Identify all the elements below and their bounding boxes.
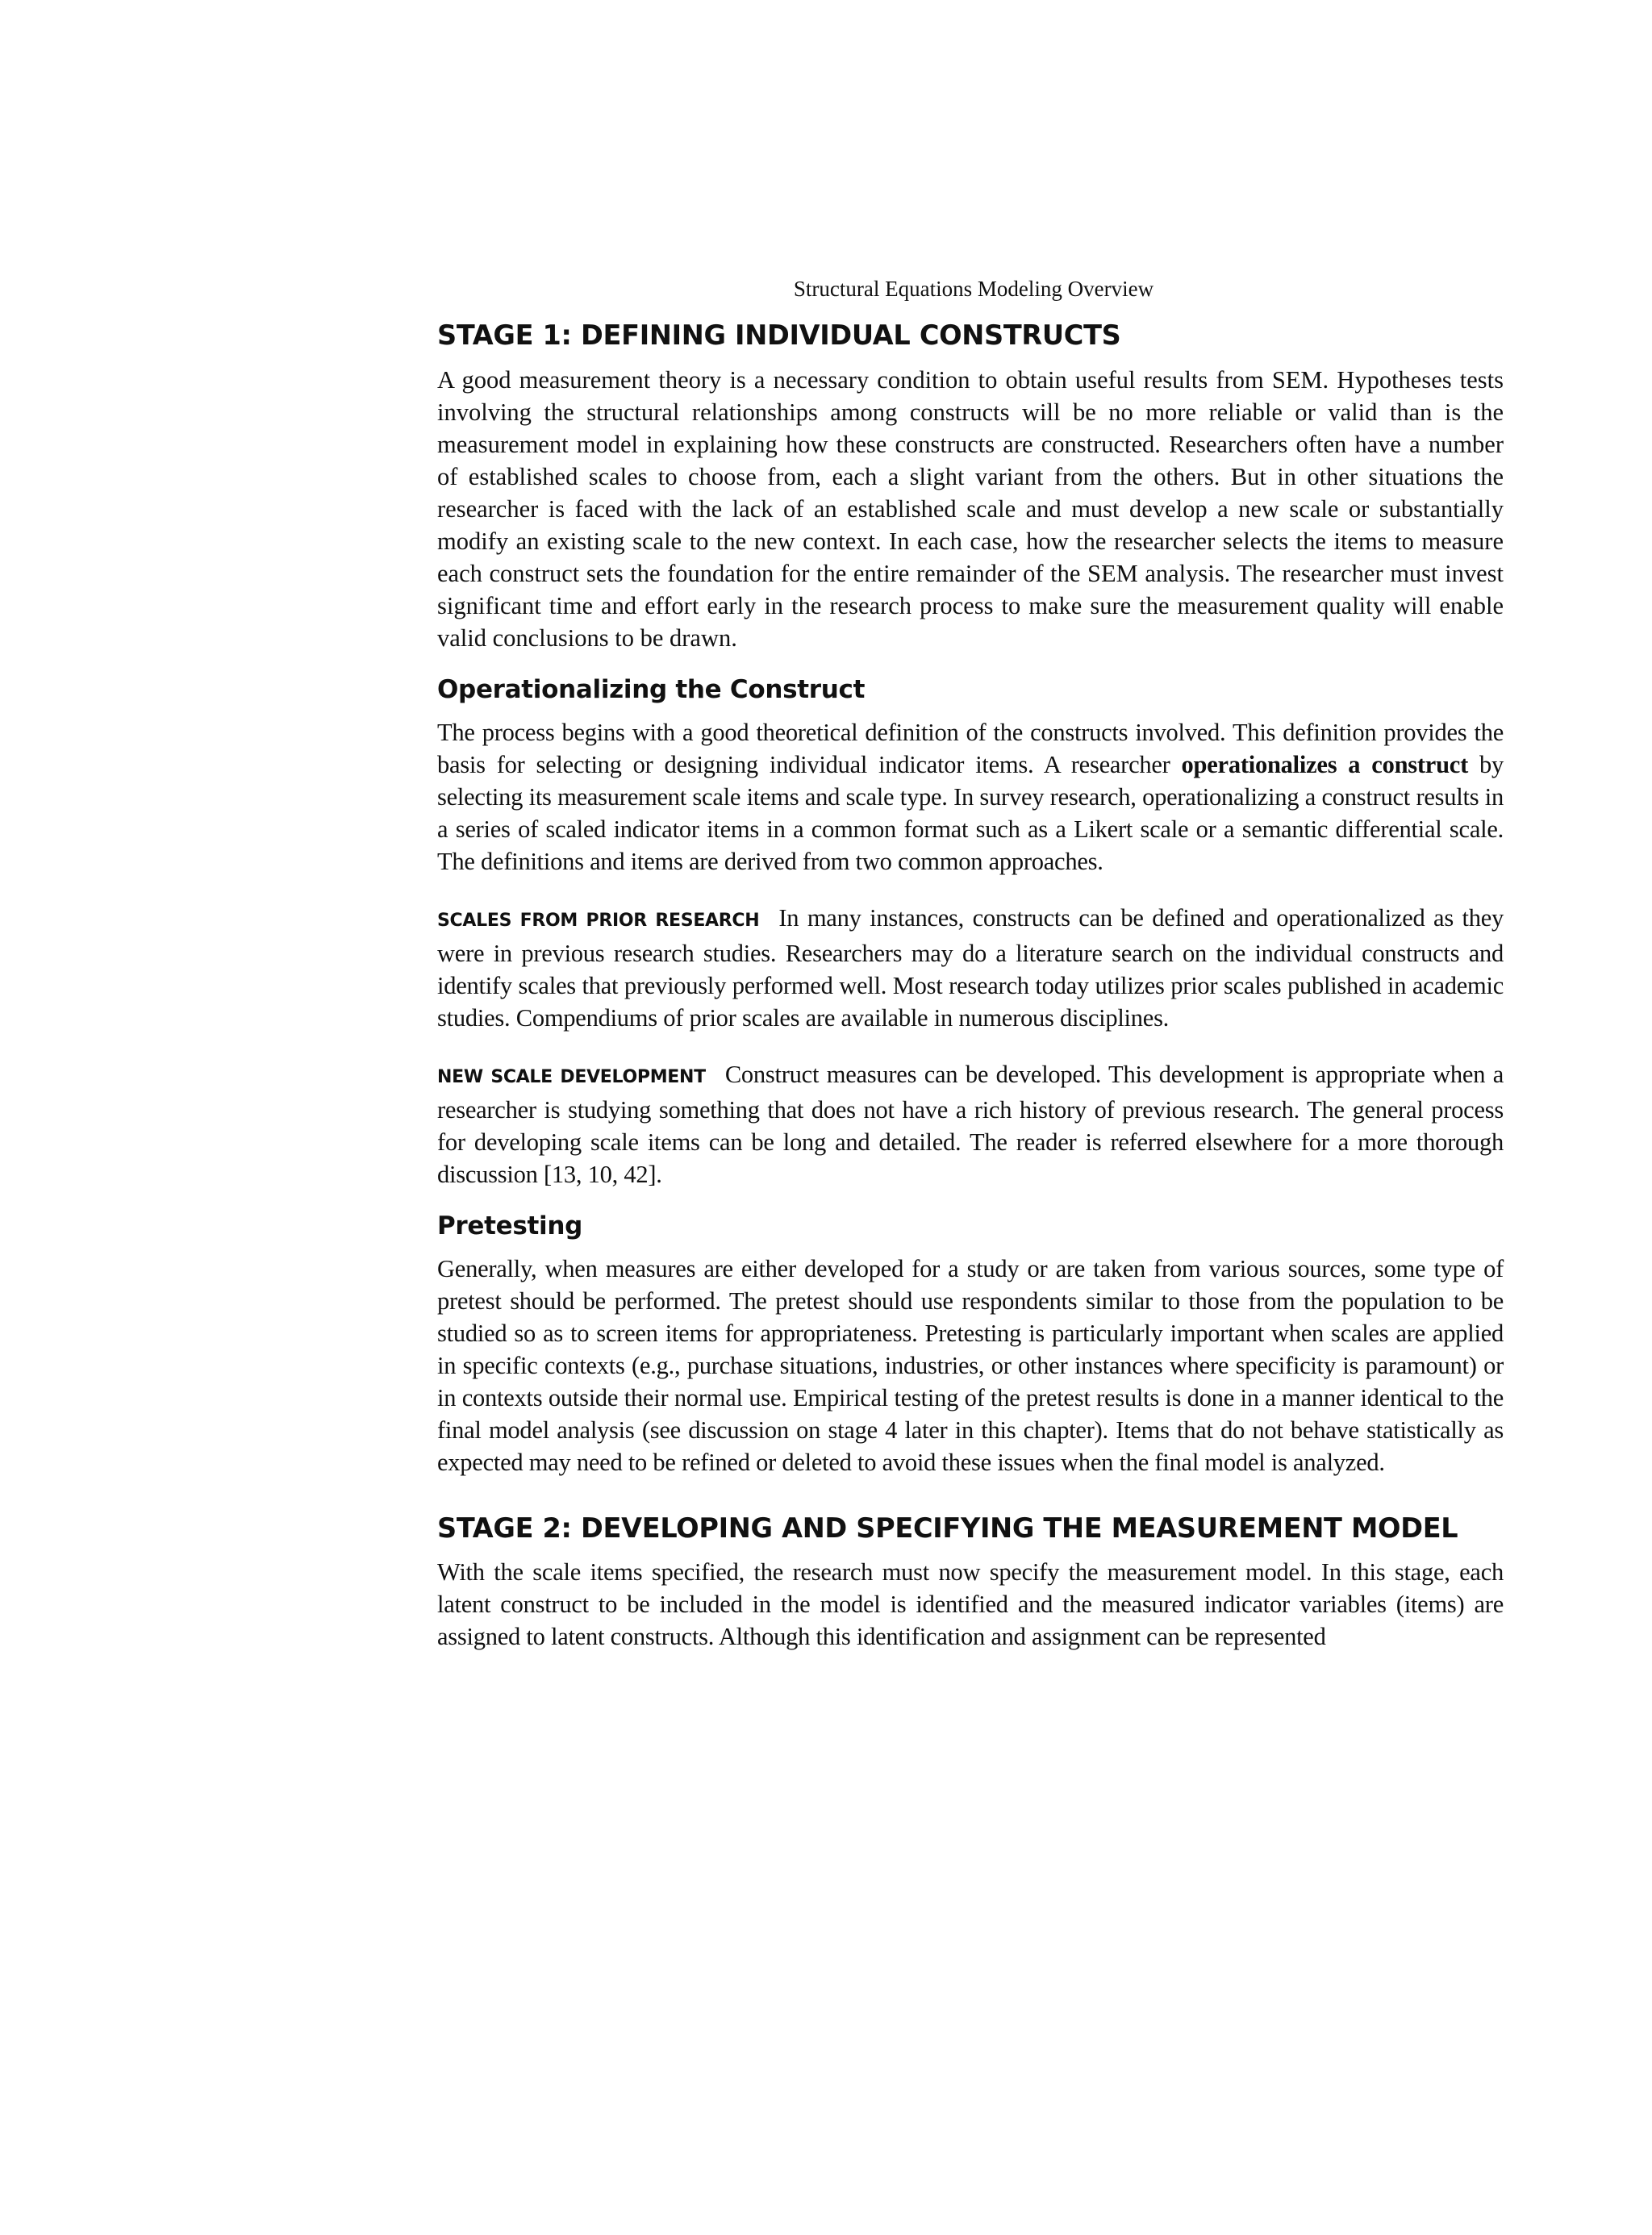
stage-2-paragraph: With the scale items specified, the research must now specify the measurement model. In this stage, each latent construct to be included in the model is identified and the measured indicator variables (items) are assigned to latent constructs. Although this identification and assignment can be represented: [437, 1558, 1504, 1651]
running-head: Structural Equations Modeling Overview: [793, 277, 1154, 301]
pretesting-heading: Pretesting: [437, 1211, 583, 1241]
operationalizing-text-before: The process begins with a good theoretical definition of the constructs involved. This definition provides the basis for selecting or designing individual indicator items. A researcher: [437, 718, 1504, 778]
new-scale-development-label: NEW SCALE DEVELOPMENT: [437, 1066, 706, 1087]
operationalizing-paragraph: [437, 716, 1504, 878]
scales-prior-research-paragraph: [437, 902, 1504, 1034]
scales-prior-research-label: SCALES FROM PRIOR RESEARCH: [437, 910, 760, 931]
key-term: operationalizes a construct: [1181, 750, 1469, 778]
new-scale-development-paragraph: [437, 1058, 1504, 1190]
scales-prior-research-text: In many instances, constructs can be defined and operationalized as they were in previous research studies. Researchers may do a literature search on the individual constructs and identify scales that previously performed well. Most research today utilizes prior scales published in academic studies. Compendiums of prior scales are available in numerous disciplines.: [437, 903, 1504, 1032]
stage-2-heading: STAGE 2: DEVELOPING AND SPECIFYING THE MEASUREMENT MODEL: [437, 1512, 1458, 1544]
operationalizing-text-after: by selecting its measurement scale items and scale type. In survey research, operationalizing a construct results in a series of scaled indicator items in a common format such as a Likert scale or a semantic differential scale. The definitions and items are derived from two common approaches.: [437, 750, 1504, 875]
pretesting-paragraph: Generally, when measures are either developed for a study or are taken from various sources, some type of pretest should be performed. The pretest should use respondents similar to those from the population to be studied so as to screen items for appropriateness. Pretesting is particularly important when scales are applied in specific contexts (e.g., purchase situations, industries, or other instances where specificity is paramount) or in contexts outside their normal use. Empirical testing of the pretest results is done in a manner identical to the final model analysis (see discussion on stage 4 later in this chapter). Items that do not behave statistically as expected may need to be refined or deleted to avoid these issues when the final model is analyzed.: [437, 1254, 1504, 1476]
page-content: [437, 276, 1504, 1653]
new-scale-development-text: Construct measures can be developed. This development is appropriate when a researcher is studying something that does not have a rich history of previous research. The general process for developing scale items can be long and detailed. The reader is referred elsewhere for a more thorough discussion [13, 10, 42].: [437, 1060, 1504, 1188]
stage-1-paragraph: A good measurement theory is a necessary condition to obtain useful results from SEM. Hypotheses tests involving the structural relationships among constructs will be no more reliable or valid than is the measurement model in explaining how these constructs are constructed. Researchers often have a number of established scales to choose from, each a slight variant from the others. But in other situations the researcher is faced with the lack of an established scale and must develop a new scale or substantially modify an existing scale to the new context. In each case, how the researcher selects the items to measure each construct sets the foundation for the entire remainder of the SEM analysis. The researcher must invest significant time and effort early in the research process to make sure the measurement quality will enable valid conclusions to be drawn.: [437, 365, 1504, 652]
operationalizing-heading: Operationalizing the Construct: [437, 674, 866, 704]
stage-1-heading: STAGE 1: DEFINING INDIVIDUAL CONSTRUCTS: [437, 319, 1121, 352]
